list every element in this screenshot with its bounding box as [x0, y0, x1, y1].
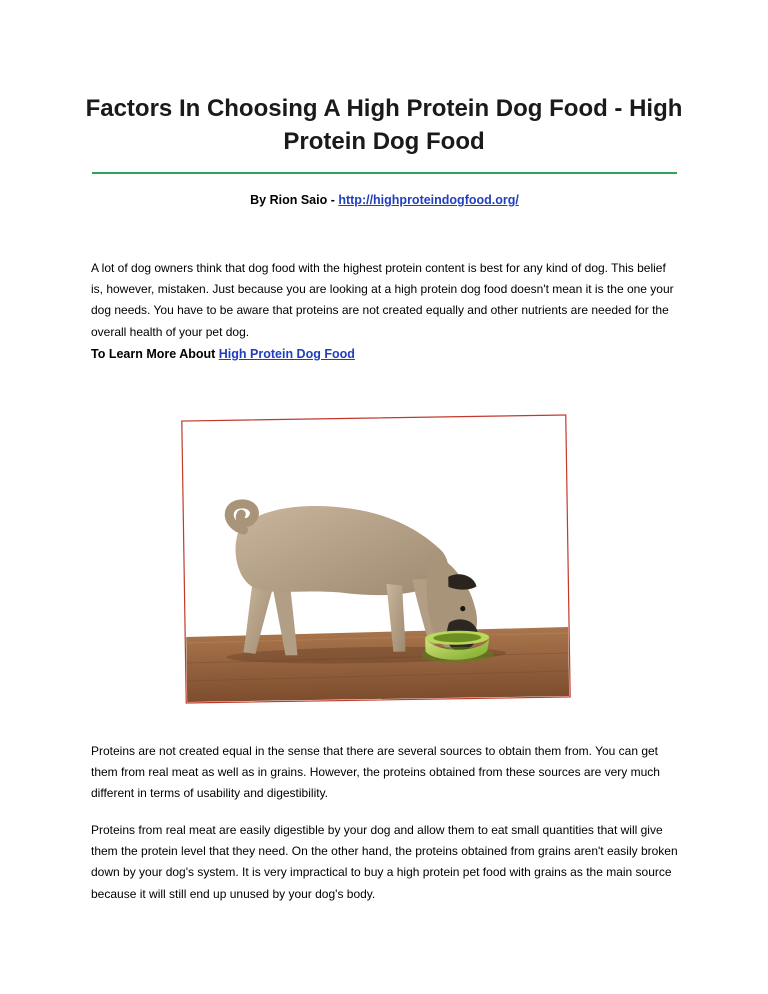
paragraph-intro: A lot of dog owners think that dog food with the highest protein content is best for any kind of dog. This belief is, however, mistaken. Just because you are looking at a high protein dog food doesn't mean it is the one your dog needs. You have to be aware that proteins are not created equally and other nutrients are needed for the overall health of your pet dog. [91, 261, 674, 339]
byline [92, 191, 677, 209]
title-divider [92, 172, 677, 174]
learn-more-link[interactable]: High Protein Dog Food [218, 347, 355, 361]
dog-eating-photo [180, 412, 572, 708]
paragraph-sources: Proteins are not created equal in the sense that there are several sources to obtain them from. You can get them from real meat as well as in grains. However, the proteins obtained from these sources are very much different in terms of usability and digestibility. [91, 744, 660, 801]
learn-more-label: To Learn More About [91, 347, 219, 361]
byline-link[interactable]: http://highproteindogfood.org/ [338, 193, 519, 207]
byline-author: By Rion Saio - [250, 193, 339, 207]
learn-more-line [91, 344, 355, 364]
paragraph-digestibility: Proteins from real meat are easily digestible by your dog and allow them to eat small quantities that will give them the protein level that they need. On the other hand, the proteins obtained from grains aren't easily broken down by your dog's system. It is very impractical to buy a high protein pet food with grains as the main source because it will still end up unused by your dog's body. [91, 823, 678, 901]
page-title: Factors In Choosing A High Protein Dog Food - High Protein Dog Food [85, 95, 683, 155]
